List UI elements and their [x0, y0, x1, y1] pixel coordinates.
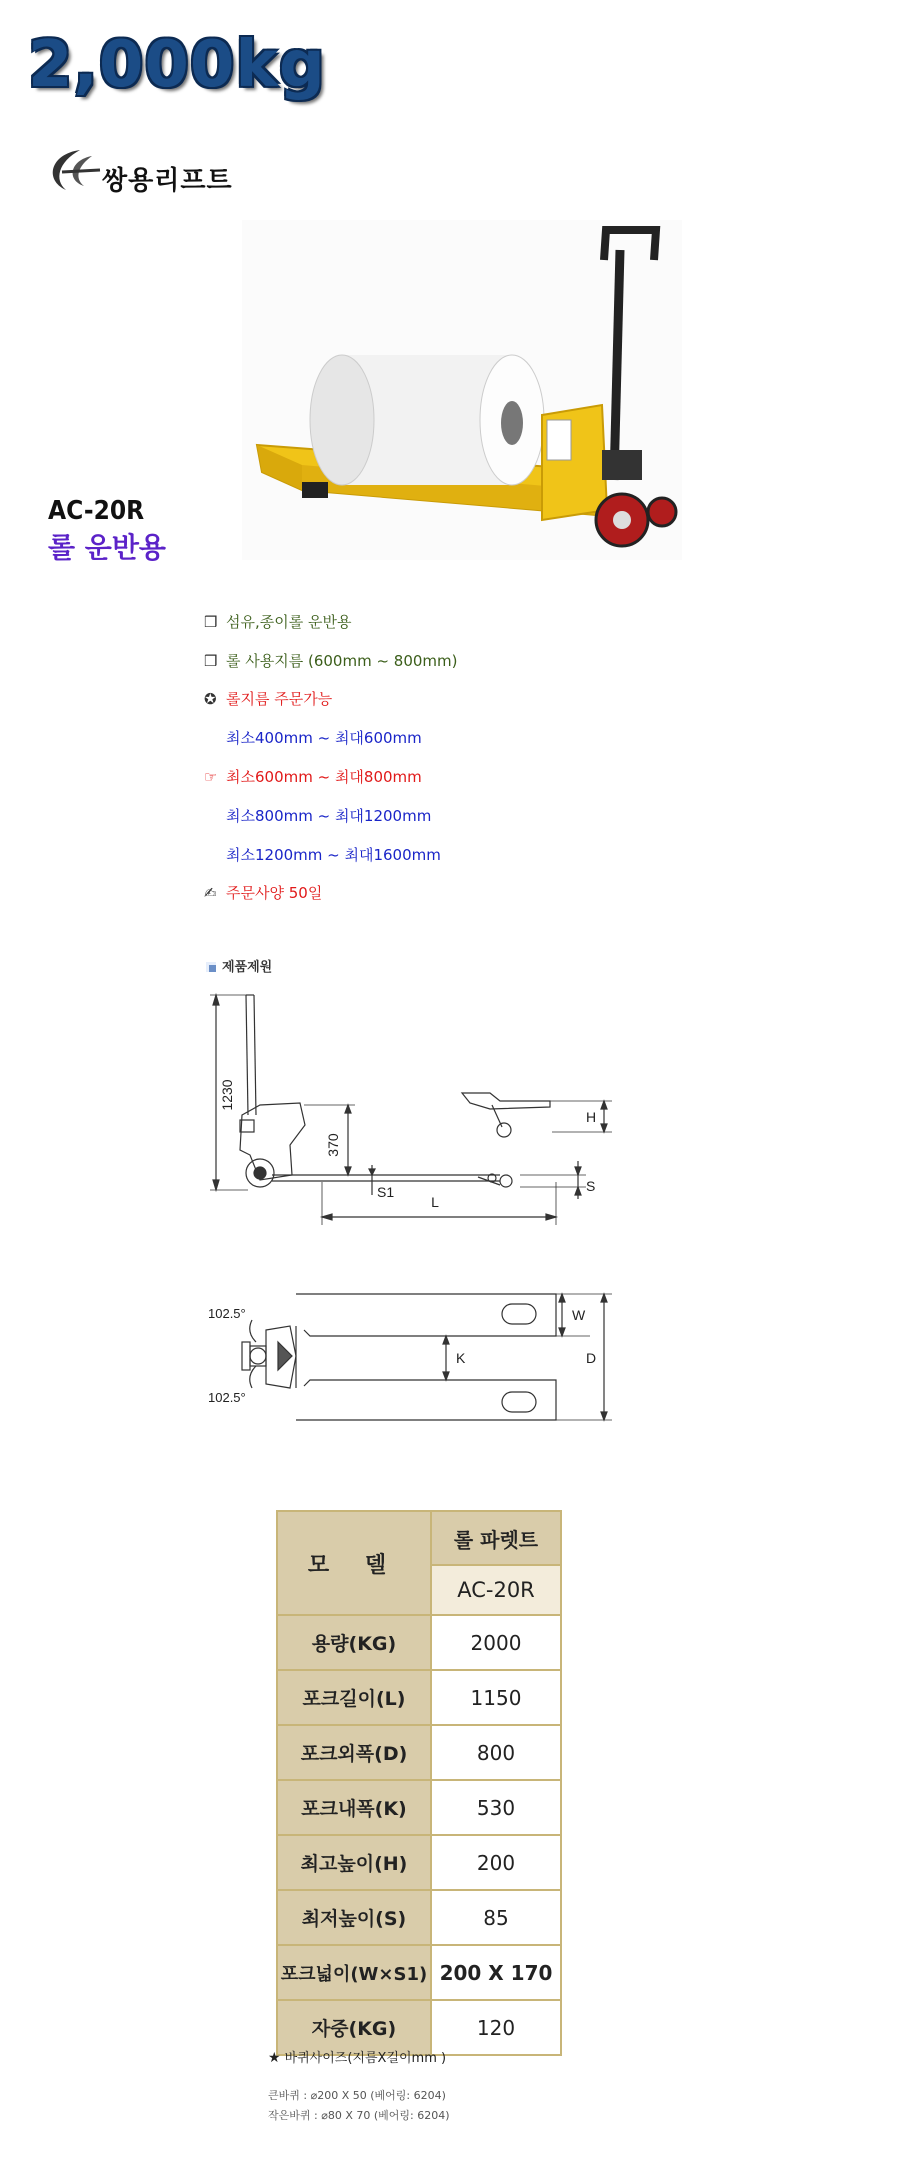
dim-k-label: K [456, 1350, 466, 1366]
feature-item: 최소800mm ~ 최대1200mm [226, 807, 432, 825]
row-label: 포크외폭(D) [277, 1725, 431, 1780]
dim-d-label: D [586, 1350, 597, 1366]
product-photo [242, 220, 682, 560]
box-icon: ❒ [204, 652, 218, 670]
product-name-cell: 롤 파렛트 [431, 1511, 561, 1565]
table-row [277, 1835, 561, 1890]
row-label: 포크길이(L) [277, 1670, 431, 1725]
table-row [277, 1890, 561, 1945]
pointing-hand-icon: ☞ [204, 768, 218, 786]
top-view-diagram [200, 1290, 620, 1430]
feature-item: ❒ 섬유,종이롤 운반용 [204, 613, 352, 631]
row-label: 최저높이(S) [277, 1890, 431, 1945]
row-label: 자중(KG) [277, 2000, 431, 2055]
small-wheel-note: 작은바퀴 : ⌀80 X 70 (베어링: 6204) [268, 2109, 450, 2122]
product-subtitle: 롤 운반용 [48, 531, 166, 564]
row-label: 최고높이(H) [277, 1835, 431, 1890]
row-value: 85 [431, 1890, 561, 1945]
row-label: 포크내폭(K) [277, 1780, 431, 1835]
feature-item: 최소1200mm ~ 최대1600mm [226, 846, 441, 864]
row-label: 포크넓이(W×S1) [277, 1945, 431, 2000]
table-row [277, 1670, 561, 1725]
square-bullet-icon [206, 962, 216, 972]
dim-w-label: W [572, 1307, 586, 1323]
row-value: 200 [431, 1835, 561, 1890]
table-row [277, 1725, 561, 1780]
product-code-cell: AC-20R [431, 1565, 561, 1615]
table-row [277, 1945, 561, 2000]
spec-table [276, 1510, 562, 2056]
angle-bottom-label: 102.5° [208, 1390, 246, 1405]
side-view-diagram [200, 985, 640, 1225]
table-row [277, 1615, 561, 1670]
star-icon: ★ [268, 2050, 281, 2066]
brand-name: 쌍용리프트 [102, 166, 233, 196]
box-icon: ❒ [204, 613, 218, 631]
wheel-size-note: ★ 바퀴사이즈(지름X길이mm ) [268, 2050, 447, 2066]
dim-1230-label: 1230 [219, 1079, 235, 1111]
model-code: AC-20R [48, 496, 145, 526]
capacity-heading: 2,000kg [28, 28, 326, 102]
feature-item: ❒ 롤 사용지름 (600mm ~ 800mm) [204, 652, 458, 670]
feature-item: 최소400mm ~ 최대600mm [226, 729, 422, 747]
feature-item: ✍ 주문사양 50일 [204, 884, 323, 902]
table-row [277, 1780, 561, 1835]
row-value: 1150 [431, 1670, 561, 1725]
row-value: 120 [431, 2000, 561, 2055]
dim-s-label: S [586, 1178, 596, 1194]
asterisk-icon: ✪ [204, 690, 217, 708]
dim-h-label: H [586, 1109, 597, 1125]
angle-top-label: 102.5° [208, 1306, 246, 1321]
row-value: 530 [431, 1780, 561, 1835]
row-value: 800 [431, 1725, 561, 1780]
row-value: 200 X 170 [431, 1945, 561, 2000]
large-wheel-note: 큰바퀴 : ⌀200 X 50 (베어링: 6204) [268, 2089, 446, 2102]
dim-l-label: L [431, 1194, 439, 1210]
dim-s1-label: S1 [377, 1184, 395, 1200]
dim-370-label: 370 [325, 1133, 341, 1157]
feature-item: ☞ 최소600mm ~ 최대800mm [204, 768, 422, 786]
feature-item: ✪ 롤지름 주문가능 [204, 690, 333, 708]
writing-hand-icon: ✍ [204, 884, 217, 902]
row-value: 2000 [431, 1615, 561, 1670]
spec-section-title: 제품제원 [206, 956, 272, 975]
row-label: 용량(KG) [277, 1615, 431, 1670]
model-header-cell: 모 델 [277, 1511, 431, 1615]
